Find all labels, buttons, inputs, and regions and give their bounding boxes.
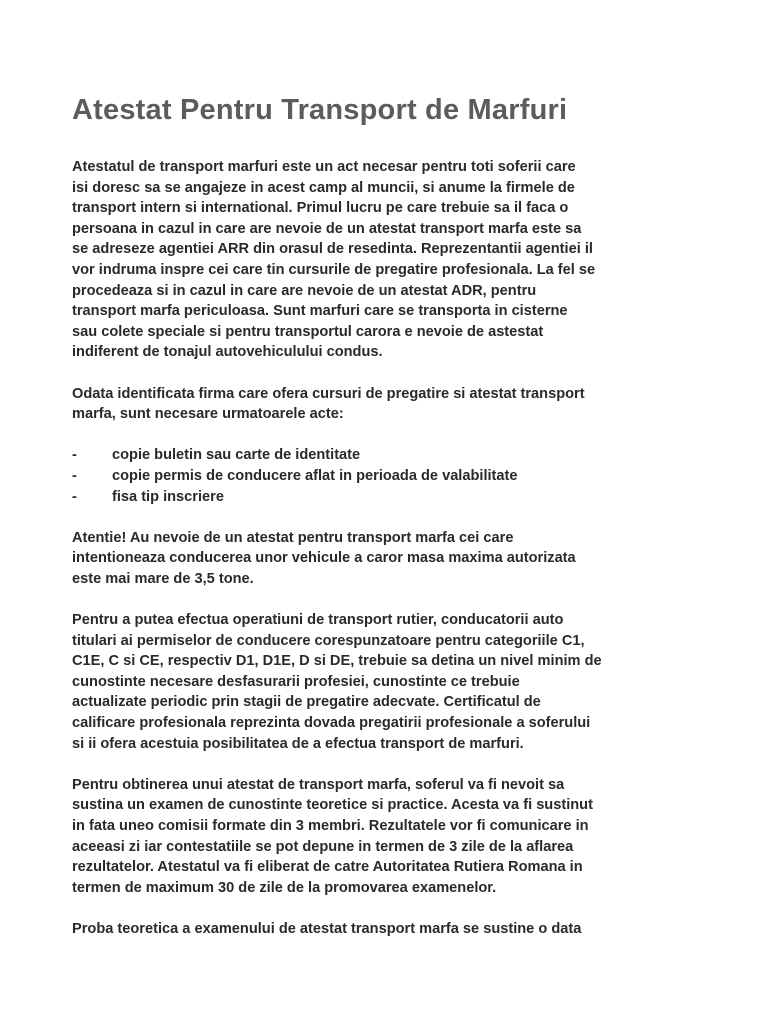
text-line: marfa, sunt necesare urmatoarele acte: bbox=[72, 406, 344, 423]
text-line: vor indruma inspre cei care tin cursurile de pregatire profesionala. La fel se bbox=[72, 261, 596, 278]
text-line: titulari ai permiselor de conducere corespunzatoare pentru categoriile C1, bbox=[72, 632, 585, 649]
text-line: calificare profesionala reprezinta dovada pregatirii profesionale a soferului bbox=[72, 715, 591, 732]
paragraph-required-docs bbox=[72, 384, 696, 425]
paragraph-exam bbox=[72, 775, 696, 899]
list-item-text: fisa tip inscriere bbox=[112, 488, 224, 505]
text-line: persoana in cazul in care are nevoie de un atestat transport marfa este sa bbox=[72, 220, 582, 237]
text-line: si ii ofera acestuia posibilitatea de a efectua transport de marfuri. bbox=[72, 735, 524, 752]
list-item bbox=[72, 487, 696, 508]
text-line: cunostinte necesare desfasurarii profesiei, cunostinte ce trebuie bbox=[72, 673, 520, 690]
paragraph-intro bbox=[72, 157, 696, 363]
list-bullet: - bbox=[72, 488, 77, 505]
text-line: termen de maximum 30 de zile de la promovarea examenelor. bbox=[72, 879, 497, 896]
text-line: indiferent de tonajul autovehiculului condus. bbox=[72, 344, 383, 361]
text-line: sustina un examen de cunostinte teoretice si practice. Acesta va fi sustinut bbox=[72, 797, 593, 814]
document-body bbox=[72, 157, 696, 940]
paragraph-categories bbox=[72, 610, 696, 754]
text-line: rezultatelor. Atestatul va fi eliberat de catre Autoritatea Rutiera Romana in bbox=[72, 859, 583, 876]
text-line: Atentie! Au nevoie de un atestat pentru transport marfa cei care bbox=[72, 529, 514, 546]
text-line: Atestatul de transport marfuri este un act necesar pentru toti soferii care bbox=[72, 159, 576, 175]
list-item-text: copie permis de conducere aflat in perioada de valabilitate bbox=[112, 467, 518, 484]
text-line: transport marfa periculoasa. Sunt marfuri care se transporta in cisterne bbox=[72, 303, 568, 320]
text-line: sau colete speciale si pentru transportul carora e nevoie de astestat bbox=[72, 323, 544, 340]
list-item-text: copie buletin sau carte de identitate bbox=[112, 447, 361, 464]
list-item bbox=[72, 445, 696, 466]
text-line: se adreseze agentiei ARR din orasul de resedinta. Reprezentantii agentiei il bbox=[72, 241, 593, 258]
text-line: aceeasi zi iar contestatiile se pot depune in termen de 3 zile de la aflarea bbox=[72, 838, 574, 855]
text-line: intentioneaza conducerea unor vehicule a caror masa maxima autorizata bbox=[72, 550, 576, 567]
paragraph-theory-exam bbox=[72, 919, 696, 940]
text-line: procedeaza si in cazul in care are nevoie de un atestat ADR, pentru bbox=[72, 282, 537, 299]
text-line: Pentru obtinerea unui atestat de transport marfa, soferul va fi nevoit sa bbox=[72, 776, 565, 793]
text-line: este mai mare de 3,5 tone. bbox=[72, 570, 254, 587]
text-line: Pentru a putea efectua operatiuni de transport rutier, conducatorii auto bbox=[72, 612, 564, 629]
paragraph-attention bbox=[72, 528, 696, 590]
text-line: in fata uneo comisii formate din 3 membri. Rezultatele vor fi comunicare in bbox=[72, 818, 589, 834]
list-bullet: - bbox=[72, 447, 77, 464]
document-title: Atestat Pentru Transport de Marfuri bbox=[72, 94, 568, 126]
text-line: isi doresc sa se angajeze in acest camp al muncii, si anume la firmele de bbox=[72, 179, 575, 196]
list-bullet: - bbox=[72, 467, 77, 484]
text-line: Odata identificata firma care ofera cursuri de pregatire si atestat transport bbox=[72, 385, 585, 402]
list-item bbox=[72, 466, 696, 487]
text-line: transport intern si international. Primul lucru pe care trebuie sa il faca o bbox=[72, 200, 569, 217]
text-line: C1E, C si CE, respectiv D1, D1E, D si DE, trebuie sa detina un nivel minim de bbox=[72, 653, 602, 670]
text-line: actualizate periodic prin stagii de pregatire adecvate. Certificatul de bbox=[72, 694, 541, 711]
required-docs-list bbox=[72, 445, 696, 507]
text-line: Proba teoretica a examenului de atestat transport marfa se sustine o data bbox=[72, 920, 582, 937]
